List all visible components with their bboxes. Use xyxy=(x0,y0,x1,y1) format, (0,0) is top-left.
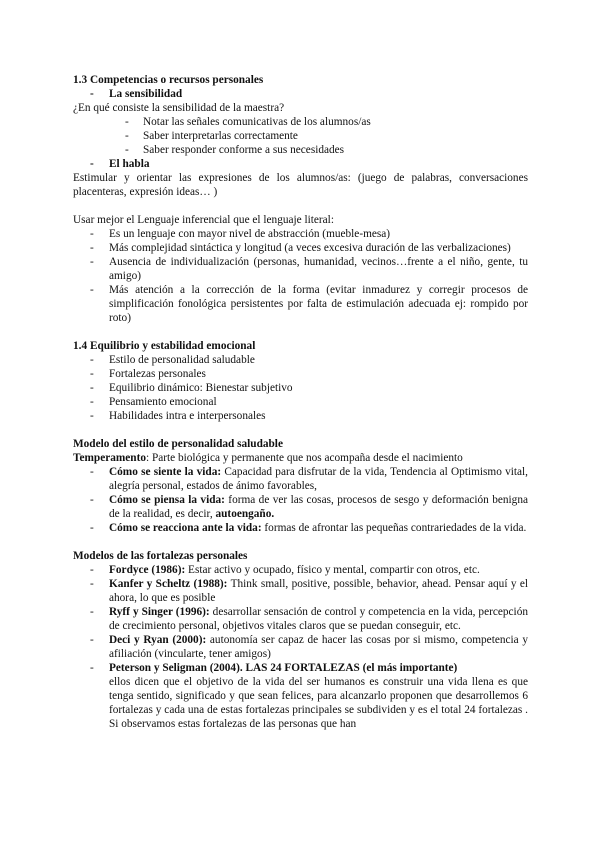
subheading-sensibilidad: La sensibilidad xyxy=(109,88,183,100)
section-heading-fortalezas: Modelos de las fortalezas personales xyxy=(73,550,248,562)
dash-bullet: - xyxy=(125,130,129,142)
list-item-sensibilidad xyxy=(73,87,528,101)
item-term: Fordyce (1986): xyxy=(109,564,186,576)
dash-bullet: - xyxy=(90,354,94,366)
paragraph-temperamento xyxy=(73,451,528,465)
dash-bullet: - xyxy=(90,396,94,408)
question-text: ¿En qué consiste la sensibilidad de la maestra? xyxy=(73,102,285,114)
list-item-text: Saber interpretarlas correctamente xyxy=(143,130,298,142)
spacer xyxy=(73,535,528,549)
dash-bullet: - xyxy=(90,284,94,296)
list-item xyxy=(73,395,528,409)
list-item-text: Más complejidad sintáctica y longitud (a veces excesiva duración de las verbalizaciones) xyxy=(109,242,511,254)
item-term: Cómo se reacciona ante la vida: xyxy=(109,522,262,534)
list-item-text: Habilidades intra e interpersonales xyxy=(109,410,266,422)
list-item xyxy=(73,283,528,325)
dash-bullet: - xyxy=(90,494,94,506)
item-term: Ryff y Singer (1996): xyxy=(109,606,210,618)
list-item xyxy=(73,129,528,143)
section-heading-1-3: 1.3 Competencias o recursos personales xyxy=(73,74,264,86)
list-item xyxy=(73,381,528,395)
list-item xyxy=(73,115,528,129)
item-text: formas de afrontar las pequeñas contrariedades de la vida. xyxy=(261,522,527,534)
item-text: Think small, positive, possible, behavior, ahead. Pensar aquí y el ahora, lo que es posible xyxy=(109,578,528,604)
subheading-habla: El habla xyxy=(109,158,150,170)
paragraph-lenguaje: Usar mejor el Lenguaje inferencial que el lenguaje literal: xyxy=(73,214,334,226)
list-item-text: Es un lenguaje con mayor nivel de abstracción (mueble-mesa) xyxy=(109,228,391,240)
section-heading-modelo: Modelo del estilo de personalidad saludable xyxy=(73,438,283,450)
list-item-text: Ausencia de individualización (personas, humanidad, vecinos…frente a el niño, gente, tu amigo) xyxy=(109,256,528,282)
dash-bullet: - xyxy=(90,382,94,394)
item-text: autonomía ser capaz de hacer las cosas por si mismo, competencia y afiliación (vincularte, tener amigos) xyxy=(109,634,528,660)
item-text: forma de ver las cosas, procesos de sesgo y deformación benigna de la realidad, es decir, xyxy=(109,494,528,520)
list-item xyxy=(73,255,528,283)
dash-bullet: - xyxy=(90,578,94,590)
list-item xyxy=(73,661,528,731)
document-body xyxy=(73,73,528,731)
item-term: Cómo se siente la vida: xyxy=(109,466,222,478)
paragraph-seligman: ellos dicen que el objetivo de la vida del ser humanos es construir una vida llena es que tenga sentido, significado y que sean felices, para alcanzarlo proponen que desarrollemos 6 fortalezas y cada una de estas fortalezas principales se subdividen y es el total 24 fortalezas . Si observamos estas fortalezas de las personas que han xyxy=(109,676,528,730)
term-temperamento: Temperamento xyxy=(73,452,146,464)
item-text: Estar activo y ocupado, físico y mental, compartir con otros, etc. xyxy=(185,564,480,576)
list-item-text: Saber responder conforme a sus necesidades xyxy=(143,144,345,156)
list-item xyxy=(73,241,528,255)
list-item-text: Pensamiento emocional xyxy=(109,396,217,408)
dash-bullet: - xyxy=(90,158,94,170)
dash-bullet: - xyxy=(90,564,94,576)
list-item xyxy=(73,409,528,423)
definition-temperamento: : Parte biológica y permanente que nos acompaña desde el nacimiento xyxy=(146,452,463,464)
list-item-text: Más atención a la corrección de la forma (evitar inmadurez y corregir procesos de simplificación fonológica persistentes por falta de estimulación adecuada ej: rompido por roto) xyxy=(109,284,528,324)
list-item-text: Fortalezas personales xyxy=(109,368,206,380)
list-item-habla xyxy=(73,157,528,171)
dash-bullet: - xyxy=(90,228,94,240)
item-text: desarrollar sensación de control y competencia en la vida, percepción de crecimiento personal, objetivos vitales claros que se puedan conseguir, etc. xyxy=(109,606,528,632)
list-item-text: Estilo de personalidad saludable xyxy=(109,354,255,366)
dash-bullet: - xyxy=(90,242,94,254)
item-text: Capacidad para disfrutar de la vida, Tendencia al Optimismo vital, alegría personal, estados de ánimo favorables, xyxy=(109,466,528,492)
dash-bullet: - xyxy=(90,634,94,646)
spacer xyxy=(73,423,528,437)
spacer xyxy=(73,199,528,213)
list-item xyxy=(73,521,528,535)
dash-bullet: - xyxy=(90,662,94,674)
list-item xyxy=(73,227,528,241)
list-item xyxy=(73,605,528,633)
dash-bullet: - xyxy=(90,256,94,268)
dash-bullet: - xyxy=(90,368,94,380)
list-item xyxy=(73,493,528,521)
list-item xyxy=(73,563,528,577)
item-term: Kanfer y Scheltz (1988): xyxy=(109,578,228,590)
item-term-end: autoengaño. xyxy=(215,508,275,520)
item-term: Deci y Ryan (2000): xyxy=(109,634,207,646)
list-item xyxy=(73,633,528,661)
dash-bullet: - xyxy=(125,116,129,128)
list-item xyxy=(73,353,528,367)
dash-bullet: - xyxy=(90,466,94,478)
list-item xyxy=(73,577,528,605)
dash-bullet: - xyxy=(125,144,129,156)
dash-bullet: - xyxy=(90,522,94,534)
list-item-text: Equilibrio dinámico: Bienestar subjetivo xyxy=(109,382,293,394)
dash-bullet: - xyxy=(90,88,94,100)
item-term: Peterson y Seligman (2004). LAS 24 FORTALEZAS (el más importante) xyxy=(109,662,458,674)
paragraph-habla: Estimular y orientar las expresiones de los alumnos/as: (juego de palabras, conversaciones placenteras, expresión ideas… ) xyxy=(73,172,528,198)
dash-bullet: - xyxy=(90,606,94,618)
dash-bullet: - xyxy=(90,410,94,422)
list-item xyxy=(73,143,528,157)
section-heading-1-4: 1.4 Equilibrio y estabilidad emocional xyxy=(73,340,256,352)
list-item-text: Notar las señales comunicativas de los alumnos/as xyxy=(143,116,371,128)
spacer xyxy=(73,325,528,339)
list-item xyxy=(73,465,528,493)
list-item xyxy=(73,367,528,381)
item-term: Cómo se piensa la vida: xyxy=(109,494,225,506)
